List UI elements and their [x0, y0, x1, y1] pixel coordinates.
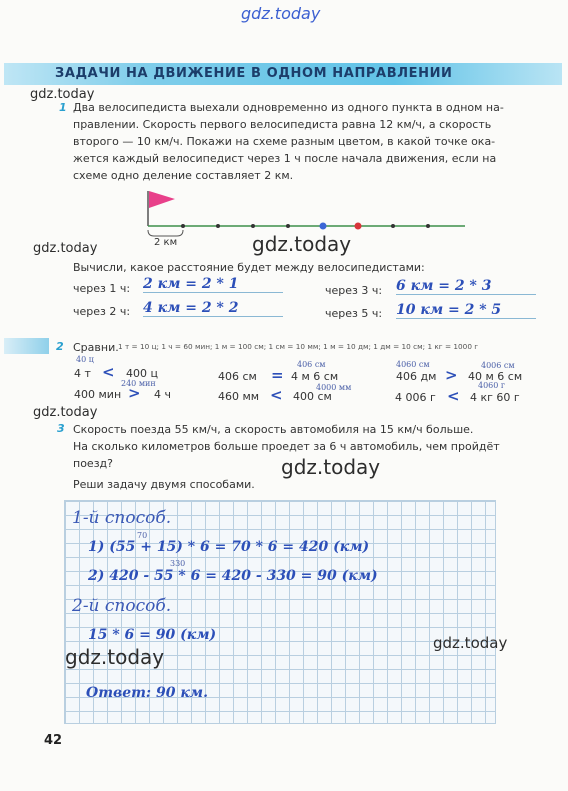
compare-left: 406 см — [218, 370, 257, 383]
method-1-heading: 1-й способ. — [72, 508, 172, 528]
cyclist-2-point — [320, 223, 327, 230]
compare-right: 4 м 6 см — [291, 370, 339, 383]
task-1-line: правлении. Скорость первого велосипедиста равна 12 км/ч, а скорость — [73, 118, 492, 131]
answer-line: Ответ: 90 км. — [86, 685, 208, 701]
watermark: gdz.today — [281, 455, 381, 479]
compare-sign: < — [102, 363, 115, 381]
compare-sign: > — [445, 366, 458, 384]
task-1-line: второго — 10 км/ч. Покажи на схеме разным цветом, в какой точке ока- — [73, 135, 496, 148]
watermark: gdz.today — [30, 87, 95, 102]
watermark: gdz.today — [433, 634, 508, 652]
solution-step-1: 1) (55 + 15) * 6 = 70 * 6 = 420 (км) — [88, 539, 370, 555]
task-1-line: схеме одно деление составляет 2 км. — [73, 169, 294, 182]
task-3-number: 3 — [57, 422, 65, 435]
answer-3h: 6 км = 2 * 3 — [396, 278, 536, 295]
scale-brace — [148, 230, 183, 236]
calc-note: 4006 см — [481, 361, 515, 370]
task-3-prompt: Реши задачу двумя способами. — [73, 478, 255, 491]
watermark: gdz.today — [33, 241, 98, 256]
scale-label: 2 км — [154, 237, 178, 248]
row-label: через 5 ч: — [325, 307, 383, 320]
task-3-line: Скорость поезда 55 км/ч, а скорость автомобиля на 15 км/ч больше. — [73, 423, 474, 436]
calc-note: 4060 см — [396, 360, 430, 369]
answer-5h: 10 км = 2 * 5 — [396, 302, 536, 319]
calc-note: 70 — [137, 531, 148, 540]
section-title: ЗАДАЧИ НА ДВИЖЕНИЕ В ОДНОМ НАПРАВЛЕНИИ — [55, 66, 453, 81]
compare-right: 400 см — [293, 390, 332, 403]
task-2-intro: Сравни. — [73, 341, 119, 354]
watermark-top: gdz.today — [241, 4, 321, 23]
compare-left: 4 006 г — [395, 391, 436, 404]
task-1-line: жется каждый велосипедист через 1 ч после начала движения, если на — [73, 152, 497, 165]
solution-step-2: 2) 420 - 55 * 6 = 420 - 330 = 90 (км) — [88, 568, 378, 584]
compare-right: 400 ц — [126, 367, 158, 380]
calc-note: 4060 г — [478, 381, 506, 390]
compare-sign: < — [447, 387, 460, 405]
compare-sign: < — [270, 386, 283, 404]
task-3-line: поезд? — [73, 457, 113, 470]
row-label: через 3 ч: — [325, 284, 383, 297]
row-label: через 2 ч: — [73, 305, 131, 318]
calc-note: 330 — [170, 559, 186, 568]
calc-note: 4000 мм — [316, 383, 352, 392]
page-number: 42 — [44, 733, 63, 748]
cyclist-1-point — [355, 223, 362, 230]
calc-note: 240 мин — [121, 379, 156, 388]
task-2-number: 2 — [56, 340, 64, 353]
compare-right: 40 м 6 см — [468, 370, 523, 383]
calc-note: 406 см — [297, 360, 326, 369]
compare-sign: = — [271, 366, 284, 384]
task-1-text — [73, 99, 543, 184]
compare-right: 4 кг 60 г — [470, 391, 520, 404]
calc-note: 40 ц — [76, 355, 94, 364]
compare-left: 400 мин — [74, 388, 122, 401]
compare-left: 4 т — [74, 367, 91, 380]
compare-left: 460 мм — [218, 390, 260, 403]
watermark: gdz.today — [252, 232, 352, 256]
compare-sign: > — [128, 384, 141, 402]
units-reference: 1 т = 10 ц; 1 ч = 60 мин; 1 м = 100 см; 1 см = 10 мм; 1 м = 10 дм; 1 дм = 10 см; 1 кг = 1000 г — [118, 342, 479, 351]
watermark: gdz.today — [33, 405, 98, 420]
answer-2h: 4 км = 2 * 2 — [143, 300, 283, 317]
task-1-prompt: Вычисли, какое расстояние будет между велосипедистами: — [73, 261, 425, 274]
watermark: gdz.today — [65, 645, 165, 669]
task-2-band — [4, 338, 49, 354]
task-1-line: Два велосипедиста выехали одновременно из одного пункта в одном на- — [73, 101, 504, 114]
task-3-line: На сколько километров больше проедет за 6 ч автомобиль, чем пройдёт — [73, 440, 500, 453]
task-1-number: 1 — [59, 101, 67, 114]
compare-right: 4 ч — [154, 388, 171, 401]
method-2-heading: 2-й способ. — [72, 596, 172, 616]
compare-left: 406 дм — [396, 370, 437, 383]
solution-step-3: 15 * 6 = 90 (км) — [88, 627, 217, 643]
flag — [149, 191, 175, 208]
row-label: через 1 ч: — [73, 282, 131, 295]
answer-1h: 2 км = 2 * 1 — [143, 276, 283, 293]
